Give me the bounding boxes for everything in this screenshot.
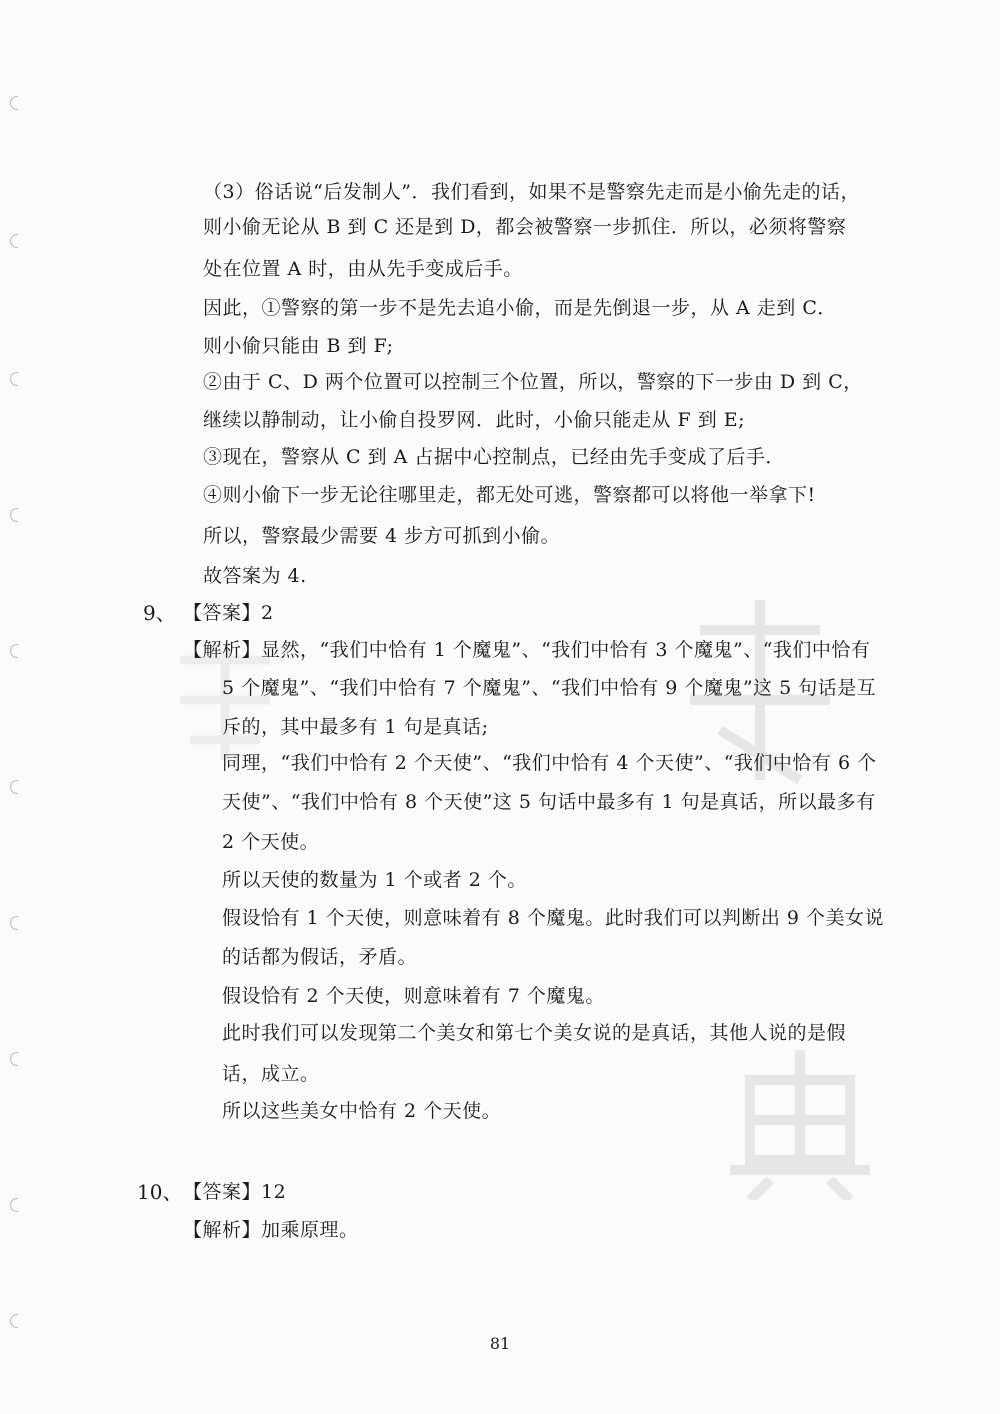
binder-hole-mark (10, 508, 18, 522)
binder-hole-mark (10, 780, 18, 794)
text-line: ③现在，警察从 C 到 A 占据中心控制点，已经由先手变成了后手． (203, 446, 785, 468)
text-line: 5 个魔鬼”、“我们中恰有 7 个魔鬼”、“我们中恰有 9 个魔鬼”这 5 句话是互 (222, 677, 877, 699)
watermark-glyph (720, 1040, 880, 1224)
text-line: 故答案为 4. (203, 565, 307, 587)
text-line: 因此，①警察的第一步不是先去追小偷，而是先倒退一步，从 A 走到 C． (203, 297, 837, 319)
text-line: 则小偷只能由 B 到 F; (203, 335, 394, 357)
text-line: 所以天使的数量为 1 个或者 2 个。 (222, 869, 527, 891)
text-line: ②由于 C、D 两个位置可以控制三个位置，所以，警察的下一步由 D 到 C， (203, 371, 863, 393)
text-line: ④则小偷下一步无论往哪里走，都无处可逃，警察都可以将他一举拿下! (203, 484, 816, 506)
binder-hole-mark (10, 1314, 18, 1328)
text-line: 所以，警察最少需要 4 步方可抓到小偷。 (203, 525, 561, 547)
question-number: 9、 (143, 601, 176, 625)
binder-hole-mark (10, 234, 18, 248)
binder-hole-mark (10, 1052, 18, 1066)
text-line: 假设恰有 2 个天使，则意味着有 7 个魔鬼。 (222, 985, 605, 1007)
binder-hole-mark (10, 916, 18, 930)
text-line: 同理，“我们中恰有 2 个天使”、“我们中恰有 4 个天使”、“我们中恰有 6 个 (222, 752, 877, 774)
text-line: 斥的，其中最多有 1 句是真话; (222, 716, 489, 738)
analysis-label: 【解析】 (183, 639, 262, 661)
binder-hole-mark (10, 1198, 18, 1212)
watermark-glyph (660, 590, 860, 814)
text-line: 的话都为假话，矛盾。 (222, 946, 418, 968)
text-line: （3）俗话说“后发制人”．我们看到，如果不是警察先走而是小偷先走的话， (203, 181, 861, 203)
answer-line: 【答案】2 (183, 602, 274, 624)
page-number: 81 (489, 1334, 511, 1353)
text-line: 处在位置 A 时，由从先手变成后手。 (203, 258, 523, 280)
text-line: 话，成立。 (222, 1063, 320, 1085)
text-line: 天使”、“我们中恰有 8 个天使”这 5 句话中最多有 1 句是真话，所以最多有 (222, 791, 876, 813)
text-line: 假设恰有 1 个天使，则意味着有 8 个魔鬼。此时我们可以判断出 9 个美女说 (222, 907, 885, 929)
analysis-line: 【解析】加乘原理。 (183, 1219, 359, 1241)
answer-line: 【答案】12 (183, 1181, 287, 1203)
text-line: 2 个天使。 (222, 831, 320, 853)
binder-hole-mark (10, 96, 18, 110)
question-number: 10、 (137, 1180, 183, 1204)
text-line: 所以这些美女中恰有 2 个天使。 (222, 1100, 502, 1122)
binder-hole-mark (10, 372, 18, 386)
binder-hole-mark (10, 644, 18, 658)
text-line: 此时我们可以发现第二个美女和第七个美女说的是真话，其他人说的是假 (222, 1022, 847, 1044)
text-line: 则小偷无论从 B 到 C 还是到 D，都会被警察一步抓住．所以，必须将警察 (203, 216, 847, 238)
text-line: 继续以静制动，让小偷自投罗网．此时，小偷只能走从 F 到 E; (203, 409, 746, 431)
text-line: 显然，“我们中恰有 1 个魔鬼”、“我们中恰有 3 个魔鬼”、“我们中恰有 (261, 639, 871, 661)
